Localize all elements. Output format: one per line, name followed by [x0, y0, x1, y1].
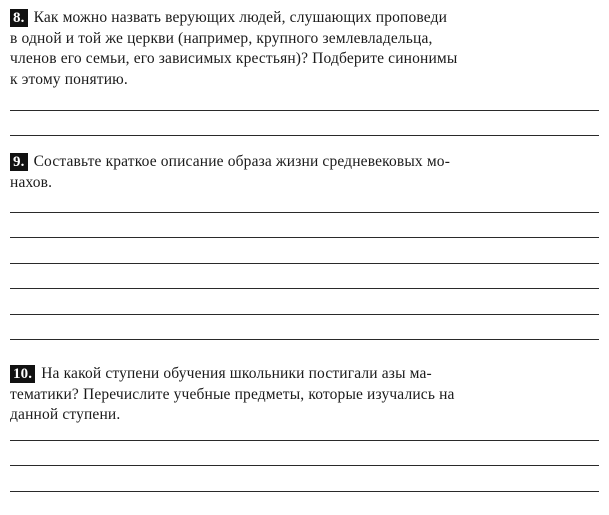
answer-line[interactable]: [10, 263, 599, 264]
answer-line[interactable]: [10, 135, 599, 136]
question-number-badge: 8.: [10, 9, 28, 27]
answer-line[interactable]: [10, 314, 599, 315]
answer-line[interactable]: [10, 465, 599, 466]
answer-line[interactable]: [10, 212, 599, 213]
question-10-line-3: данной ступени.: [10, 406, 121, 423]
question-9-line-2: нахов.: [10, 173, 53, 191]
answer-line[interactable]: [10, 110, 599, 111]
question-number-badge: 10.: [10, 365, 35, 383]
question-10: [10, 364, 598, 426]
answer-line[interactable]: [10, 440, 599, 441]
question-10-text: [10, 364, 598, 426]
question-9: [10, 152, 598, 193]
question-10-line-2: тематики? Перечислите учебные предметы, которые изучались на: [10, 385, 455, 403]
question-8-text: [10, 8, 598, 90]
answer-line[interactable]: [10, 339, 599, 340]
question-8-line-4: к этому понятию.: [10, 70, 128, 88]
question-10-line-1: На какой ступени обучения школьники постигали азы ма-: [41, 365, 432, 382]
question-8: [10, 8, 598, 90]
answer-line[interactable]: [10, 491, 599, 492]
answer-line[interactable]: [10, 237, 599, 238]
question-9-line-1: Составьте краткое описание образа жизни средневековых мо-: [33, 153, 451, 170]
question-8-line-3: членов его семьи, его зависимых крестьян)? Подберите синонимы: [10, 50, 458, 67]
answer-line[interactable]: [10, 288, 599, 289]
question-8-line-2: в одной и той же церкви (например, крупного землевладельца,: [10, 29, 433, 47]
question-8-line-1: Как можно назвать верующих людей, слушающих проповеди: [33, 9, 448, 26]
question-9-text: [10, 152, 598, 193]
question-number-badge: 9.: [10, 153, 28, 171]
